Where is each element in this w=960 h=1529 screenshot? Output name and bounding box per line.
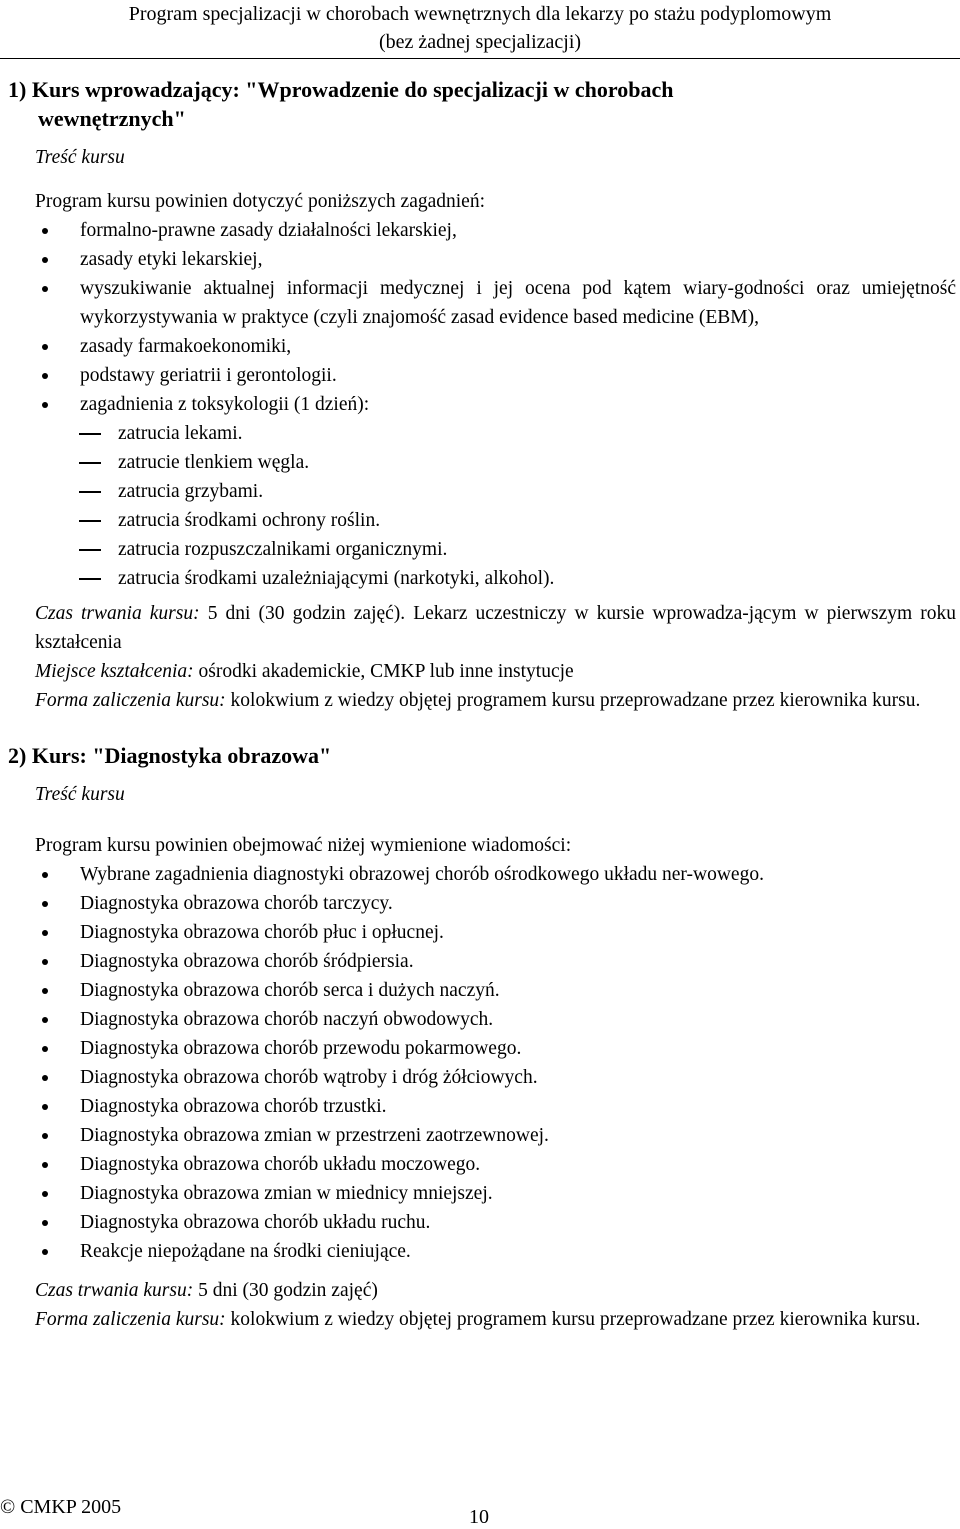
list-item: zagadnienia z toksykologii (1 dzień): xyxy=(0,390,960,419)
bullet-icon xyxy=(42,988,48,994)
section-1-toxicology-list xyxy=(0,419,960,593)
list-item: wyszukiwanie aktualnej informacji medycznej i jej ocena pod kątem wiary-godności oraz umiejętność wykorzystywania w praktyce (czyli znajomość zasad evidence based medicine (EBM), xyxy=(0,274,960,332)
bullet-icon xyxy=(42,1162,48,1168)
bullet-icon xyxy=(42,1191,48,1197)
section-1-duration xyxy=(0,599,960,657)
bullet-icon xyxy=(42,959,48,965)
list-item: Diagnostyka obrazowa zmian w przestrzeni zaotrzewnowej. xyxy=(0,1121,960,1150)
dash-icon xyxy=(79,433,101,435)
bullet-icon xyxy=(42,901,48,907)
sub-list-item: zatrucie tlenkiem węgla. xyxy=(0,448,960,477)
section-2-title: 2) Kurs: "Diagnostyka obrazowa" xyxy=(8,743,332,768)
form-label: Forma zaliczenia kursu: xyxy=(35,1309,226,1330)
bullet-icon xyxy=(42,344,48,350)
bullet-icon xyxy=(42,1133,48,1139)
duration-label: Czas trwania kursu: xyxy=(35,603,200,624)
dash-icon xyxy=(79,462,101,464)
list-item: Wybrane zagadnienia diagnostyki obrazowej chorób ośrodkowego układu ner-wowego. xyxy=(0,860,960,889)
header-line-2: (bez żadnej specjalizacji) xyxy=(378,31,582,53)
place-label: Miejsce kształcenia: xyxy=(35,661,194,682)
list-item: zasady etyki lekarskiej, xyxy=(0,245,960,274)
section-1-title-line-2: wewnętrznych" xyxy=(38,106,186,131)
footer-page-number: 10 xyxy=(469,1506,489,1528)
sub-list-item: zatrucia środkami ochrony roślin. xyxy=(0,506,960,535)
list-item: Diagnostyka obrazowa chorób trzustki. xyxy=(0,1092,960,1121)
section-1-title-line-1: 1) Kurs wprowadzający: "Wprowadzenie do specjalizacji w chorobach xyxy=(8,77,674,102)
list-item: Diagnostyka obrazowa chorób układu ruchu. xyxy=(0,1208,960,1237)
bullet-icon xyxy=(42,930,48,936)
document-body xyxy=(0,75,960,1334)
list-item: Diagnostyka obrazowa chorób serca i dużych naczyń. xyxy=(0,976,960,1005)
bullet-icon xyxy=(42,1104,48,1110)
dash-icon xyxy=(79,520,101,522)
section-2-form xyxy=(0,1305,960,1334)
section-2-content-heading: Treść kursu xyxy=(35,784,125,805)
dash-icon xyxy=(79,549,101,551)
page-header xyxy=(0,0,960,59)
list-item: Diagnostyka obrazowa zmian w miednicy mniejszej. xyxy=(0,1179,960,1208)
bullet-icon xyxy=(42,1249,48,1255)
list-item: formalno-prawne zasady działalności lekarskiej, xyxy=(0,216,960,245)
sub-list-item: zatrucia lekami. xyxy=(0,419,960,448)
sub-list-item: zatrucia grzybami. xyxy=(0,477,960,506)
place-value: ośrodki akademickie, CMKP lub inne instytucje xyxy=(198,661,574,682)
list-item: Diagnostyka obrazowa chorób przewodu pokarmowego. xyxy=(0,1034,960,1063)
footer-copyright: © CMKP 2005 xyxy=(0,1496,122,1518)
duration-value: 5 dni (30 godzin zajęć) xyxy=(198,1280,378,1301)
section-1-place xyxy=(0,657,960,686)
list-item: Diagnostyka obrazowa chorób śródpiersia. xyxy=(0,947,960,976)
bullet-icon xyxy=(42,1046,48,1052)
bullet-icon xyxy=(42,228,48,234)
section-1-title xyxy=(0,75,960,133)
form-value: kolokwium z wiedzy objętej programem kursu przeprowadzane przez kierownika kursu. xyxy=(230,1309,921,1330)
section-1-content-heading: Treść kursu xyxy=(35,147,125,168)
bullet-icon xyxy=(42,373,48,379)
list-item: Diagnostyka obrazowa chorób wątroby i dróg żółciowych. xyxy=(0,1063,960,1092)
section-2-intro: Program kursu powinien obejmować niżej wymienione wiadomości: xyxy=(35,835,572,856)
section-1-bullet-list xyxy=(0,216,960,419)
list-item: Diagnostyka obrazowa chorób płuc i opłucnej. xyxy=(0,918,960,947)
bullet-icon xyxy=(42,257,48,263)
bullet-icon xyxy=(42,286,48,292)
section-2-duration xyxy=(0,1276,960,1305)
form-value: kolokwium z wiedzy objętej programem kursu przeprowadzane przez kierownika kursu. xyxy=(230,690,921,711)
list-item: Reakcje niepożądane na środki cieniujące. xyxy=(0,1237,960,1266)
dash-icon xyxy=(79,578,101,580)
bullet-icon xyxy=(42,1017,48,1023)
bullet-icon xyxy=(42,1220,48,1226)
list-item: Diagnostyka obrazowa chorób tarczycy. xyxy=(0,889,960,918)
list-item: podstawy geriatrii i gerontologii. xyxy=(0,361,960,390)
bullet-icon xyxy=(42,402,48,408)
sub-list-item: zatrucia środkami uzależniającymi (narkotyki, alkohol). xyxy=(0,564,960,593)
duration-value: 5 dni (30 godzin zajęć). Lekarz uczestniczy w kursie wprowadza-jącym w pierwszym roku kształcenia xyxy=(35,603,956,653)
list-item: zasady farmakoekonomiki, xyxy=(0,332,960,361)
sub-list-item: zatrucia rozpuszczalnikami organicznymi. xyxy=(0,535,960,564)
bullet-icon xyxy=(42,872,48,878)
header-line-1: Program specjalizacji w chorobach wewnętrznych dla lekarzy po stażu podyplomowym xyxy=(128,3,832,25)
section-1-intro: Program kursu powinien dotyczyć poniższych zagadnień: xyxy=(35,191,485,212)
form-label: Forma zaliczenia kursu: xyxy=(35,690,226,711)
bullet-icon xyxy=(42,1075,48,1081)
section-2-bullet-list xyxy=(0,860,960,1266)
section-1-form xyxy=(0,686,960,715)
duration-label: Czas trwania kursu: xyxy=(35,1280,194,1301)
dash-icon xyxy=(79,491,101,493)
list-item: Diagnostyka obrazowa chorób naczyń obwodowych. xyxy=(0,1005,960,1034)
list-item: Diagnostyka obrazowa chorób układu moczowego. xyxy=(0,1150,960,1179)
